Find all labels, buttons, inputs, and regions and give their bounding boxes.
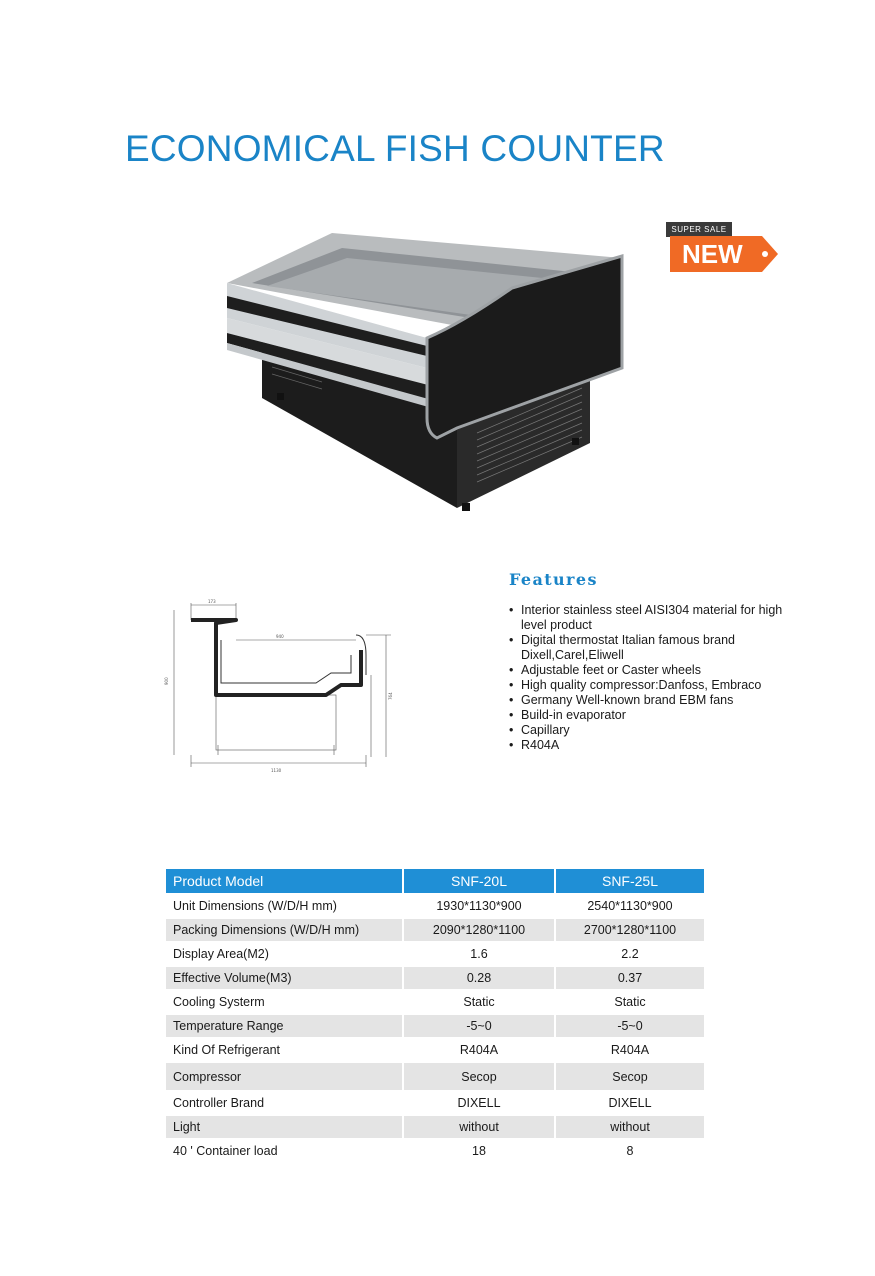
table-cell: 2.2 bbox=[554, 943, 704, 965]
svg-text:173: 173 bbox=[208, 599, 216, 604]
features-heading: Features bbox=[509, 570, 598, 589]
new-sale-badge-icon bbox=[664, 222, 782, 276]
table-cell: R404A bbox=[402, 1039, 554, 1061]
svg-text:900: 900 bbox=[164, 677, 169, 685]
table-cell: 2700*1280*1100 bbox=[554, 919, 704, 941]
row-label: Cooling Systerm bbox=[173, 995, 265, 1009]
badge-new-label: NEW bbox=[670, 236, 762, 272]
row-label: Light bbox=[166, 1116, 402, 1138]
table-cell: without bbox=[554, 1116, 704, 1138]
badge-dot bbox=[762, 251, 768, 257]
table-cell: Secop bbox=[554, 1063, 704, 1090]
row-label: Kind Of Refrigerant bbox=[173, 1043, 280, 1057]
table-cell: R404A bbox=[554, 1039, 704, 1061]
row-label: Packing Dimensions (W/D/H mm) bbox=[166, 919, 402, 941]
table-cell: 2540*1130*900 bbox=[554, 895, 704, 917]
table-cell: Static bbox=[554, 991, 704, 1013]
page-title: ECONOMICAL FISH COUNTER bbox=[125, 128, 665, 169]
table-cell: 1.6 bbox=[402, 943, 554, 965]
svg-text:764: 764 bbox=[388, 692, 393, 700]
table-row bbox=[166, 1039, 704, 1061]
feature-item: • Interior stainless steel AISI304 material for high level product bbox=[509, 603, 789, 633]
table-cell: -5~0 bbox=[402, 1015, 554, 1037]
row-label: Compressor bbox=[166, 1063, 402, 1090]
feature-item: • R404A bbox=[509, 738, 789, 753]
feature-item: • Digital thermostat Italian famous brand Dixell,Carel,Eliwell bbox=[509, 633, 789, 663]
table-row bbox=[166, 1063, 704, 1090]
table-cell: 8 bbox=[554, 1140, 704, 1162]
table-cell: 0.28 bbox=[402, 967, 554, 989]
badge-super-sale-label: SUPER SALE bbox=[666, 222, 732, 237]
feature-item: • Germany Well-known brand EBM fans bbox=[509, 693, 789, 708]
table-cell: 18 bbox=[402, 1140, 554, 1162]
row-label: Temperature Range bbox=[166, 1015, 402, 1037]
table-cell: 2090*1280*1100 bbox=[402, 919, 554, 941]
table-cell: 1930*1130*900 bbox=[402, 895, 554, 917]
feature-item: • Build-in evaporator bbox=[509, 708, 789, 723]
row-label: Controller Brand bbox=[173, 1096, 265, 1110]
table-cell: 0.37 bbox=[554, 967, 704, 989]
technical-drawing bbox=[166, 595, 406, 775]
row-label: 40 ' Container load bbox=[173, 1144, 278, 1158]
spec-header-row bbox=[166, 869, 704, 893]
header-model-2: SNF-25L bbox=[554, 869, 704, 893]
svg-text:1130: 1130 bbox=[271, 768, 282, 773]
feature-item: • Capillary bbox=[509, 723, 789, 738]
feature-item: • Adjustable feet or Caster wheels bbox=[509, 663, 789, 678]
product-image bbox=[222, 228, 632, 518]
row-label: Effective Volume(M3) bbox=[166, 967, 402, 989]
table-cell: -5~0 bbox=[554, 1015, 704, 1037]
svg-text:940: 940 bbox=[276, 634, 284, 639]
table-row bbox=[166, 991, 704, 1013]
table-cell: DIXELL bbox=[554, 1092, 704, 1114]
table-row bbox=[166, 943, 704, 965]
row-label: Display Area(M2) bbox=[173, 947, 269, 961]
header-model-1: SNF-20L bbox=[402, 869, 554, 893]
features-list bbox=[509, 603, 789, 753]
table-cell: Secop bbox=[402, 1063, 554, 1090]
header-product-model: Product Model bbox=[166, 869, 402, 893]
spec-table bbox=[166, 867, 704, 1164]
table-row bbox=[166, 1116, 704, 1138]
feature-item: • High quality compressor:Danfoss, Embraco bbox=[509, 678, 789, 693]
table-cell: without bbox=[402, 1116, 554, 1138]
table-row bbox=[166, 1015, 704, 1037]
row-label: Unit Dimensions (W/D/H mm) bbox=[173, 899, 337, 913]
table-row bbox=[166, 967, 704, 989]
table-row bbox=[166, 919, 704, 941]
table-row bbox=[166, 895, 704, 917]
table-cell: DIXELL bbox=[402, 1092, 554, 1114]
table-cell: Static bbox=[402, 991, 554, 1013]
table-row bbox=[166, 1140, 704, 1162]
table-row bbox=[166, 1092, 704, 1114]
